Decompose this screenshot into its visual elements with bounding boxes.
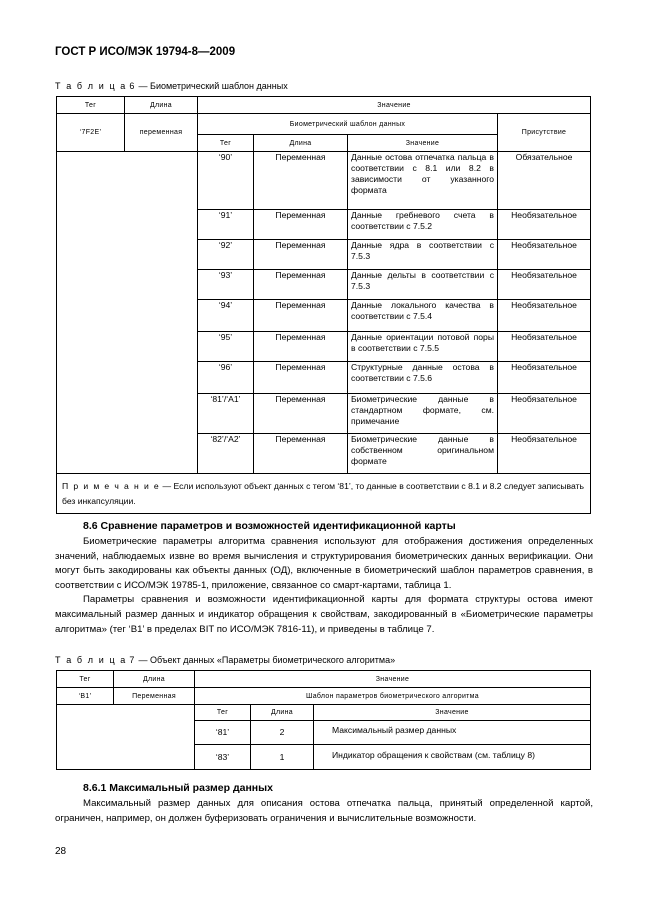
table-row-value: Данные ориентации потовой поры в соответствии с 7.5.5: [348, 332, 498, 362]
section-8-6-body: [55, 535, 593, 637]
table-row-value: Биометрические данные в стандартном формате, см. примечание: [348, 394, 498, 434]
table-row-tag: ‘94’: [198, 300, 254, 332]
page-number: 28: [55, 846, 67, 857]
table7-template-header: Шаблон параметров биометрического алгоритма: [195, 688, 591, 705]
table6: [56, 96, 591, 514]
table6-template-header: Биометрический шаблон данных: [198, 114, 498, 135]
table-row-presence: Необязательное: [498, 434, 591, 474]
table-row-presence: Необязательное: [498, 332, 591, 362]
table6-sub-value: Значение: [348, 135, 498, 152]
table7-header-length: Длина: [114, 671, 195, 688]
table-row-tag: ‘81’/‘A1’: [198, 394, 254, 434]
table7-sub-value: Значение: [314, 705, 591, 721]
table-row-tag: ‘91’: [198, 210, 254, 240]
table-row-tag: ‘81’: [195, 721, 251, 745]
table6-caption-prefix: Т а б л и ц а: [55, 81, 127, 91]
document-header: ГОСТ Р ИСО/МЭК 19794-8—2009: [55, 46, 236, 58]
table-row-presence: Обязательное: [498, 152, 591, 210]
table-row-tag: ‘96’: [198, 362, 254, 394]
table7-caption-prefix: Т а б л и ц а: [55, 655, 127, 665]
table-row-value: Данные ядра в соответствии с 7.5.3: [348, 240, 498, 270]
table6-note-text: — Если используют объект данных с тегом ‘81’, то данные в соответствии с 8.1 и 8.2 следует записывать без инкапсуляции.: [62, 481, 585, 506]
table-row-value: Структурные данные остова в соответствии с 7.5.6: [348, 362, 498, 394]
table-row-tag: ‘95’: [198, 332, 254, 362]
table-row-length: Переменная: [254, 152, 348, 210]
table7-caption-title: — Объект данных «Параметры биометрического алгоритма»: [138, 655, 396, 665]
table-row-tag: ‘92’: [198, 240, 254, 270]
table7-caption-number: 7: [129, 655, 137, 665]
table-row-presence: Необязательное: [498, 362, 591, 394]
table6-note: [57, 474, 591, 514]
table6-sub-length: Длина: [254, 135, 348, 152]
table7-empty-cell: [57, 705, 195, 770]
table7-caption: [55, 655, 395, 665]
table-row-length: Переменная: [254, 210, 348, 240]
table-row-presence: Необязательное: [498, 210, 591, 240]
table6-header-length: Длина: [125, 97, 198, 114]
section-8-6-paragraph-2: Параметры сравнения и возможности идентификационной карты для формата структуры остова имеют максимальный размер данных и индикатор обращения к свойствам, закодированный в «Биометрические параметры алгоритма» (тег ‘B1’ в пределах BIT по ИСО/МЭК 7816-11), и приведены в таблице 7.: [55, 594, 593, 635]
table-row-length: Переменная: [254, 394, 348, 434]
table-row-tag: ‘93’: [198, 270, 254, 300]
table7: [56, 670, 591, 770]
table-row-length: Переменная: [254, 434, 348, 474]
table6-caption-title: — Биометрический шаблон данных: [138, 81, 288, 91]
table7-header-value: Значение: [195, 671, 591, 688]
table-row-length: Переменная: [254, 362, 348, 394]
table-row-value: Данные локального качества в соответствии с 7.5.4: [348, 300, 498, 332]
section-8-6-paragraph-1: Биометрические параметры алгоритма сравнения используют для отображения достижения определенных значений, наблюдаемых извне во время вычисления и структурирования биометрических данных верификации. Они могут быть закодированы как объекты данных (ОД), включенные в биометрический шаблон параметров сравнения, в соответствии с ИСО/МЭК 19785-1, приложение, связанное со смарт-картами, таблица 1.: [55, 536, 593, 591]
table6-top-length: переменная: [125, 114, 198, 152]
table-row-length: Переменная: [254, 300, 348, 332]
table-row-presence: Необязательное: [498, 240, 591, 270]
table-row-presence: Необязательное: [498, 300, 591, 332]
table-row-tag: ‘82’/‘A2’: [198, 434, 254, 474]
section-8-6-heading: 8.6 Сравнение параметров и возможностей идентификационной карты: [83, 520, 456, 532]
table6-header-tag: Тег: [57, 97, 125, 114]
table-row-length: 1: [251, 745, 314, 770]
table-row-length: 2: [251, 721, 314, 745]
table7-header-tag: Тег: [57, 671, 114, 688]
table-row-presence: Необязательное: [498, 270, 591, 300]
table-row-tag: ‘90’: [198, 152, 254, 210]
section-8-6-1-body: [55, 797, 593, 826]
table6-caption-number: 6: [129, 81, 137, 91]
table6-presence-header: Присутствие: [498, 114, 591, 152]
table6-note-label: П р и м е ч а н и е: [62, 481, 161, 491]
table-row-length: Переменная: [254, 240, 348, 270]
table-row-length: Переменная: [254, 332, 348, 362]
table6-empty-cell: [57, 152, 198, 474]
table-row-presence: Необязательное: [498, 394, 591, 434]
table6-top-tag: ‘7F2E’: [57, 114, 125, 152]
section-8-6-1-paragraph: Максимальный размер данных для описания остова отпечатка пальца, принятый определенной картой, ограничен, например, он должен буферизовать ограничения и вычислительные возможности.: [55, 798, 593, 824]
table7-sub-length: Длина: [251, 705, 314, 721]
table6-sub-tag: Тег: [198, 135, 254, 152]
section-8-6-1-heading: 8.6.1 Максимальный размер данных: [83, 782, 273, 794]
table-row-length: Переменная: [254, 270, 348, 300]
table6-header-value: Значение: [198, 97, 591, 114]
table-row-tag: ‘83’: [195, 745, 251, 770]
table7-sub-tag: Тег: [195, 705, 251, 721]
table7-top-tag: ‘B1’: [57, 688, 114, 705]
table-row-value: Индикатор обращения к свойствам (см. таблицу 8): [314, 745, 591, 770]
table-row-value: Максимальный размер данных: [314, 721, 591, 745]
table6-caption: [55, 81, 288, 91]
table-row-value: Данные остова отпечатка пальца в соответствии с 8.1 или 8.2 в зависимости от указанного формата: [348, 152, 498, 210]
table-row-value: Данные гребневого счета в соответствии с 7.5.2: [348, 210, 498, 240]
table-row-value: Биометрические данные в собственном оригинальном формате: [348, 434, 498, 474]
table7-top-length: Переменная: [114, 688, 195, 705]
table-row-value: Данные дельты в соответствии с 7.5.3: [348, 270, 498, 300]
